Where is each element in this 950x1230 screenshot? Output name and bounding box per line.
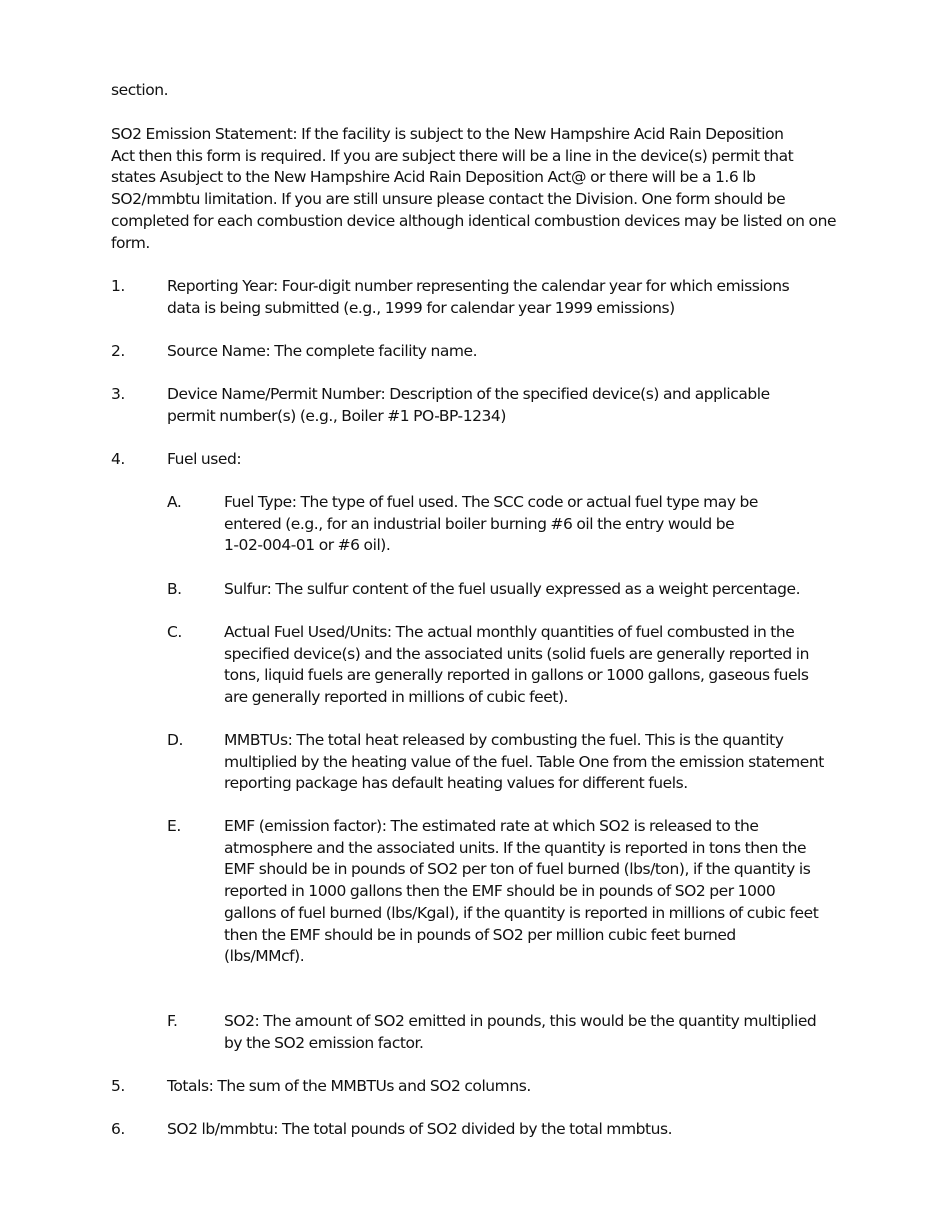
subitem-letter: C.: [167, 623, 182, 641]
statement-line: SO2/mmbtu limitation. If you are still unsure please contact the Division. One form should be: [111, 190, 786, 209]
subitem-line: Sulfur: The sulfur content of the fuel usually expressed as a weight percentage.: [224, 580, 801, 598]
item-number: 3.: [111, 385, 125, 403]
item-line: Device Name/Permit Number: Description of the specified device(s) and applicable: [167, 385, 770, 403]
subitem-line: atmosphere and the associated units. If the quantity is reported in tons then the: [224, 838, 807, 857]
subitem-line: entered (e.g., for an industrial boiler burning #6 oil the entry would be: [224, 514, 735, 533]
subitem-line: by the SO2 emission factor.: [224, 1033, 424, 1052]
item-line: Source Name: The complete facility name.: [167, 342, 478, 360]
item-text: [167, 276, 837, 319]
subitem-letter: D.: [167, 731, 183, 749]
item-text: [167, 1119, 837, 1141]
statement-line: completed for each combustion device although identical combustion devices may be listed on one: [111, 211, 837, 230]
item-line: SO2 lb/mmbtu: The total pounds of SO2 divided by the total mmbtus.: [167, 1120, 673, 1138]
item-text: [167, 341, 837, 363]
statement-line: SO2 Emission Statement: If the facility is subject to the New Hampshire Acid Rain Deposition: [111, 125, 784, 143]
item-number: 5.: [111, 1077, 125, 1095]
item-number: 6.: [111, 1120, 125, 1138]
subitem-line: reporting package has default heating values for different fuels.: [224, 774, 688, 793]
subitem-letter: A.: [167, 493, 182, 511]
subitem-line: tons, liquid fuels are generally reported in gallons or 1000 gallons, gaseous fuels: [224, 666, 809, 685]
subitem-text: [224, 1011, 846, 1054]
subitem-line: multiplied by the heating value of the fuel. Table One from the emission statement: [224, 752, 824, 771]
subitem-line: are generally reported in millions of cubic feet).: [224, 688, 569, 707]
subitem-line: 1-02-004-01 or #6 oil).: [224, 536, 391, 555]
item-line: data is being submitted (e.g., 1999 for calendar year 1999 emissions): [167, 298, 675, 317]
item-line: Reporting Year: Four-digit number representing the calendar year for which emissions: [167, 277, 790, 295]
subitem-text: [224, 622, 846, 709]
item-number: 1.: [111, 277, 125, 295]
subitem-line: reported in 1000 gallons then the EMF should be in pounds of SO2 per 1000: [224, 882, 776, 901]
item-number: 4.: [111, 450, 125, 468]
so2-emission-statement: [111, 124, 846, 254]
subitem-line: Actual Fuel Used/Units: The actual monthly quantities of fuel combusted in the: [224, 623, 795, 641]
statement-line: Act then this form is required. If you are subject there will be a line in the device(s) permit that: [111, 146, 794, 165]
subitem-letter: B.: [167, 580, 182, 598]
subitem-line: (lbs/MMcf).: [224, 947, 305, 966]
subitem-letter: F.: [167, 1012, 178, 1030]
subitem-letter: E.: [167, 817, 181, 835]
subitem-text: [224, 816, 846, 968]
item-line: Fuel used:: [167, 450, 242, 468]
subitem-line: specified device(s) and the associated units (solid fuels are generally reported in: [224, 644, 810, 663]
subitem-text: [224, 579, 846, 601]
statement-line: form.: [111, 233, 150, 252]
item-text: [167, 449, 837, 471]
subitem-line: EMF should be in pounds of SO2 per ton of fuel burned (lbs/ton), if the quantity is: [224, 860, 811, 879]
item-number: 2.: [111, 342, 125, 360]
item-line: Totals: The sum of the MMBTUs and SO2 columns.: [167, 1077, 531, 1095]
subitem-line: MMBTUs: The total heat released by combusting the fuel. This is the quantity: [224, 731, 784, 749]
subitem-text: [224, 492, 846, 557]
item-text: [167, 1076, 837, 1098]
item-text: [167, 384, 837, 427]
subitem-line: Fuel Type: The type of fuel used. The SCC code or actual fuel type may be: [224, 493, 758, 511]
subitem-line: then the EMF should be in pounds of SO2 per million cubic feet burned: [224, 925, 736, 944]
intro-fragment: section.: [111, 81, 169, 99]
subitem-text: [224, 730, 846, 795]
item-line: permit number(s) (e.g., Boiler #1 PO-BP-1234): [167, 406, 506, 425]
subitem-line: SO2: The amount of SO2 emitted in pounds, this would be the quantity multiplied: [224, 1012, 817, 1030]
subitem-line: EMF (emission factor): The estimated rate at which SO2 is released to the: [224, 817, 759, 835]
subitem-line: gallons of fuel burned (lbs/Kgal), if the quantity is reported in millions of cubic feet: [224, 903, 819, 922]
statement-line: states Asubject to the New Hampshire Acid Rain Deposition Act@ or there will be a 1.6 lb: [111, 168, 756, 187]
